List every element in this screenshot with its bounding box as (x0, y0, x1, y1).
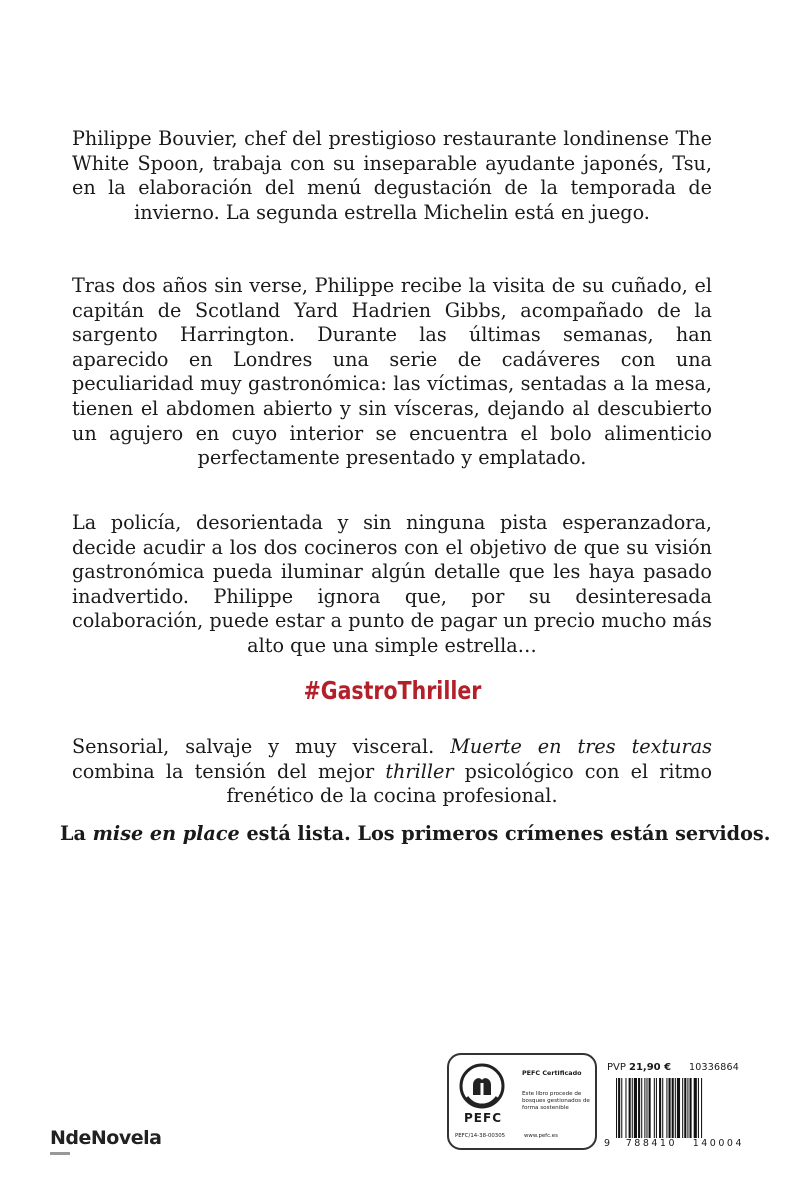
barcode-bar (632, 1078, 633, 1138)
mise-en-place: mise en place (92, 822, 240, 845)
barcode-bar (684, 1078, 686, 1138)
pefc-code: PEFC/14-38-00305 (455, 1133, 506, 1139)
barcode-bar (641, 1078, 642, 1138)
tagline-text-1: La (60, 822, 93, 845)
pefc-tree-icon (459, 1063, 505, 1109)
ean-number (604, 1138, 744, 1149)
tagline (60, 822, 771, 847)
pefc-certification-box (447, 1053, 597, 1150)
barcode-bar (616, 1078, 617, 1138)
ean-group-1: 788410 (625, 1138, 678, 1149)
barcode-bar (659, 1078, 661, 1138)
synopsis-paragraph-1: Philippe Bouvier, chef del prestigioso restaurante londinense The White Spoon, trabaja con su inseparable ayudante japonés, Tsu, en la elaboración del menú degustación de la temporada de invierno. La segunda estrella Michelin está en juego. (72, 127, 712, 224)
publisher-logo: NdeNovela (50, 1127, 162, 1149)
blurb-text-3: psicológico con el ritmo frenético de la cocina profesional. (226, 759, 713, 808)
barcode-bar (634, 1078, 637, 1138)
synopsis-paragraph-3: La policía, desorientada y sin ninguna pista esperanzadora, decide acudir a los dos cocineros con el objetivo de que su visión gastronómica pueda iluminar algún detalle que les haya pasado inadvertido. Philippe ignora que, por su desinteresada colaboración, puede estar a punto de pagar un precio mucho más alto que una simple estrella… (72, 511, 712, 657)
price-barcode-area (604, 1058, 744, 1150)
barcode-bar (677, 1078, 680, 1138)
barcode-bar (662, 1078, 663, 1138)
ean-group-2: 140004 (692, 1138, 744, 1149)
hashtag: #GastroThriller (303, 676, 482, 705)
barcode-bar (656, 1078, 657, 1138)
barcode-bar (654, 1078, 655, 1138)
price-label: PVP (607, 1062, 626, 1073)
barcode-bar (618, 1078, 620, 1138)
barcode-bar (666, 1078, 667, 1138)
barcode-bar (629, 1078, 631, 1138)
barcode-bar (646, 1078, 647, 1138)
barcode-bar (638, 1078, 640, 1138)
barcode-bar (672, 1078, 674, 1138)
barcode-bar (644, 1078, 645, 1138)
book-title: Muerte en tres texturas (450, 735, 713, 758)
barcode-bar (690, 1078, 692, 1138)
pefc-url: www.pefc.es (524, 1133, 558, 1139)
barcode-bar (649, 1078, 651, 1138)
barcode-bar (675, 1078, 676, 1138)
publisher-logo-underline (50, 1152, 70, 1155)
barcode-bar (621, 1078, 622, 1138)
barcode-bar (669, 1078, 671, 1138)
barcode-bar (682, 1078, 683, 1138)
pefc-title: PEFC Certificado (522, 1069, 582, 1077)
pefc-name: PEFC (464, 1111, 502, 1125)
barcode-bar (701, 1078, 702, 1138)
product-reference: 10336864 (689, 1062, 739, 1073)
price-value: 21,90 € (629, 1062, 672, 1073)
barcode (616, 1078, 740, 1138)
barcode-bar (625, 1078, 626, 1138)
blurb-text-2: combina la tensión del mejor (72, 759, 386, 783)
barcode-bar (694, 1078, 697, 1138)
pefc-description: Este libro procede de bosques gestionados de forma sostenible (522, 1091, 590, 1111)
ean-lead-digit: 9 (604, 1138, 611, 1149)
tagline-text-2: está lista. Los primeros crímenes están servidos. (239, 822, 771, 845)
barcode-bar (687, 1078, 688, 1138)
synopsis-paragraph-2: Tras dos años sin verse, Philippe recibe la visita de su cuñado, el capitán de Scotland Yard Hadrien Gibbs, acompañado de la sargento Harrington. Durante las últimas semanas, han aparecido en Londres una serie de cadáveres con una peculiaridad muy gastronómica: las víctimas, sentadas a la mesa, tienen el abdomen abierto y sin vísceras, dejando al descubierto un agujero en cuyo interior se encuentra el bolo alimenticio perfectamente presentado y emplatado. (72, 274, 712, 470)
blurb-text-1: Sensorial, salvaje y muy visceral. (72, 735, 451, 758)
blurb-paragraph (72, 735, 712, 809)
barcode-bar (698, 1078, 699, 1138)
thriller-word: thriller (385, 759, 454, 783)
